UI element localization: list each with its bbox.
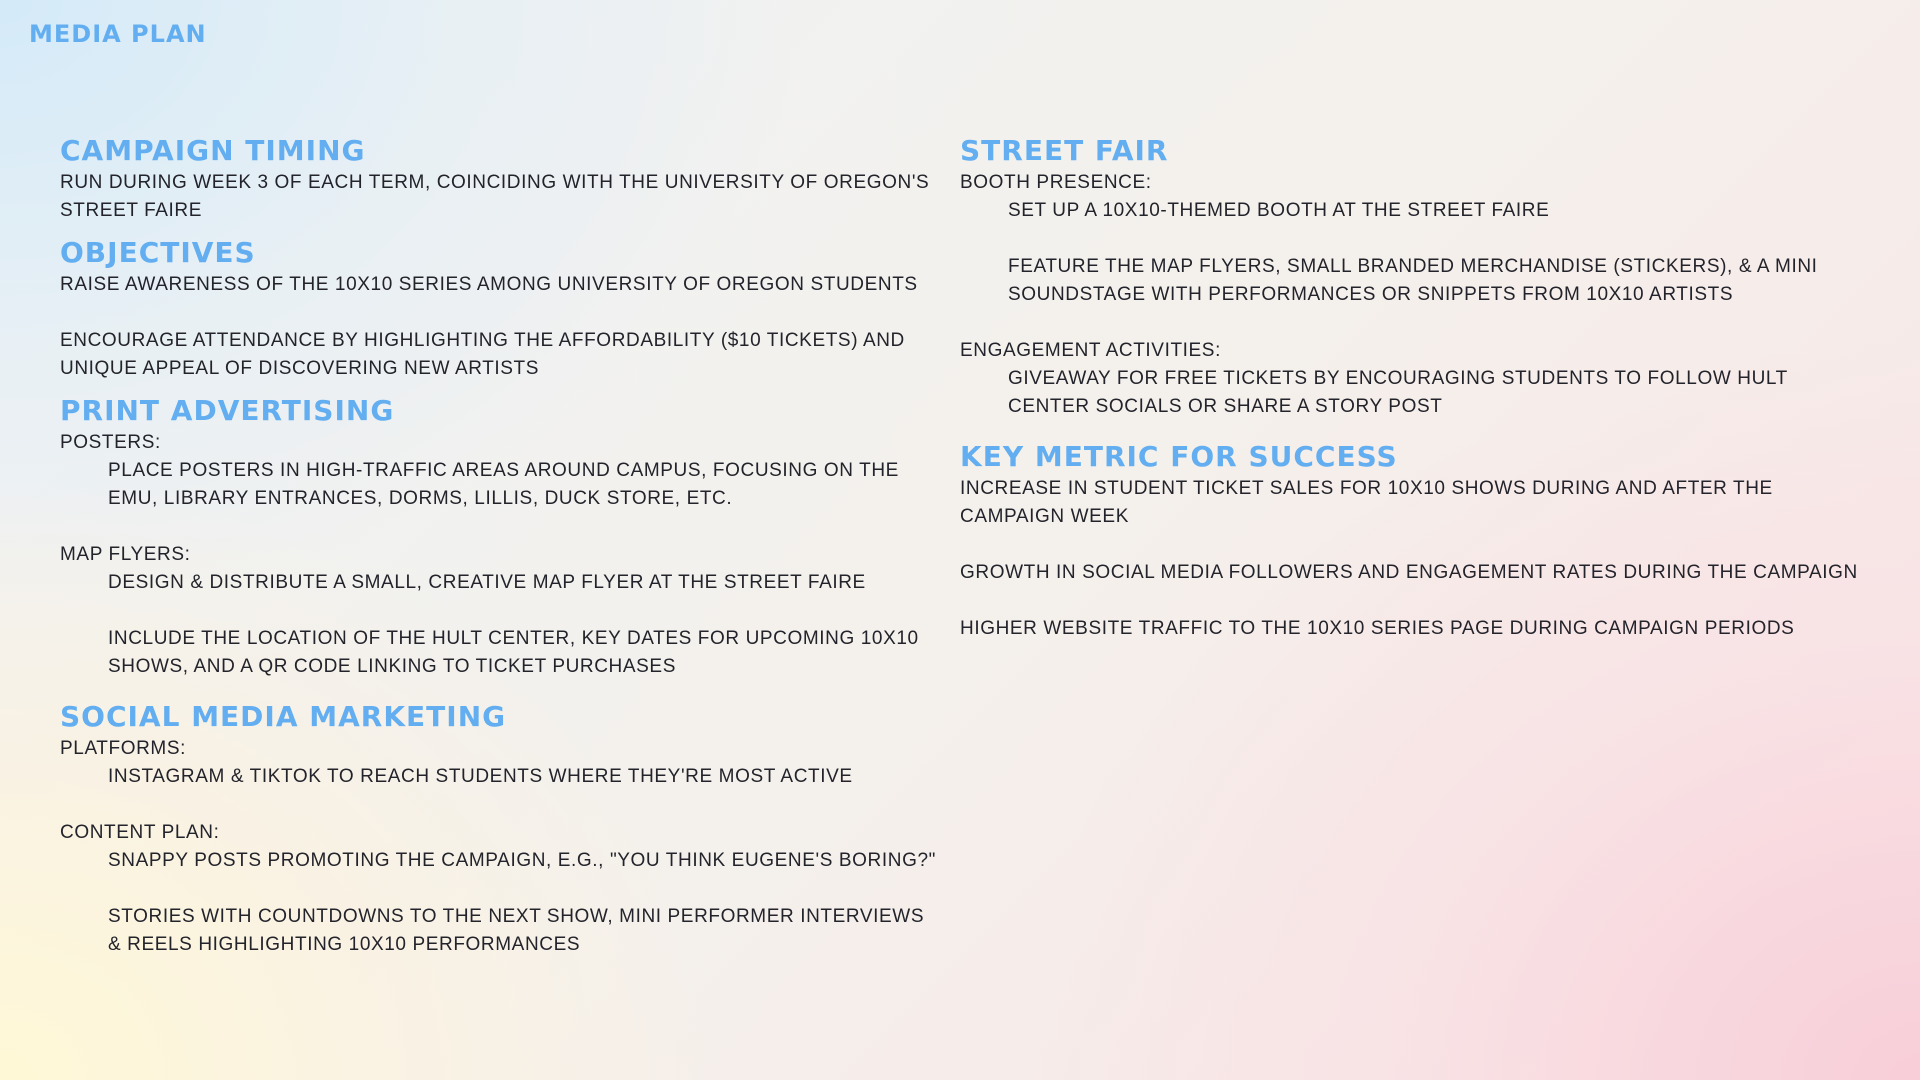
posters-item: PLACE POSTERS IN HIGH-TRAFFIC AREAS AROUND CAMPUS, FOCUSING ON THE EMU, LIBRARY ENTRANCES, DORMS, LILLIS, DUCK STORE, ETC. bbox=[108, 460, 899, 509]
engagement-label: ENGAGEMENT ACTIVITIES: bbox=[960, 340, 1221, 361]
right-column bbox=[960, 133, 1860, 643]
key-metric-item: INCREASE IN STUDENT TICKET SALES FOR 10X10 SHOWS DURING AND AFTER THE CAMPAIGN WEEK bbox=[960, 478, 1773, 527]
left-column bbox=[60, 133, 940, 959]
social-media-heading: SOCIAL MEDIA MARKETING bbox=[60, 700, 507, 733]
content-plan-item: SNAPPY POSTS PROMOTING THE CAMPAIGN, E.G., "YOU THINK EUGENE'S BORING?" bbox=[108, 850, 936, 871]
campaign-timing-heading: CAMPAIGN TIMING bbox=[60, 134, 366, 167]
booth-presence-label: BOOTH PRESENCE: bbox=[960, 172, 1152, 193]
objective-item: RAISE AWARENESS OF THE 10X10 SERIES AMONG UNIVERSITY OF OREGON STUDENTS bbox=[60, 274, 918, 295]
posters-label: POSTERS: bbox=[60, 432, 161, 453]
booth-item: FEATURE THE MAP FLYERS, SMALL BRANDED MERCHANDISE (STICKERS), & A MINI SOUNDSTAGE WITH PERFORMANCES OR SNIPPETS FROM 10X10 ARTISTS bbox=[1008, 256, 1818, 305]
platforms-item: INSTAGRAM & TIKTOK TO REACH STUDENTS WHERE THEY'RE MOST ACTIVE bbox=[108, 766, 853, 787]
map-flyers-item: DESIGN & DISTRIBUTE A SMALL, CREATIVE MAP FLYER AT THE STREET FAIRE bbox=[108, 572, 866, 593]
print-advertising-section bbox=[60, 393, 940, 681]
street-fair-heading: STREET FAIR bbox=[960, 134, 1169, 167]
content-plan-item: STORIES WITH COUNTDOWNS TO THE NEXT SHOW, MINI PERFORMER INTERVIEWS & REELS HIGHLIGHTING 10X10 PERFORMANCES bbox=[108, 906, 925, 955]
objective-item: ENCOURAGE ATTENDANCE BY HIGHLIGHTING THE AFFORDABILITY ($10 TICKETS) AND UNIQUE APPEAL OF DISCOVERING NEW ARTISTS bbox=[60, 330, 905, 379]
booth-item: SET UP A 10X10-THEMED BOOTH AT THE STREET FAIRE bbox=[1008, 200, 1550, 221]
key-metric-item: GROWTH IN SOCIAL MEDIA FOLLOWERS AND ENGAGEMENT RATES DURING THE CAMPAIGN bbox=[960, 562, 1858, 583]
content-plan-label: CONTENT PLAN: bbox=[60, 822, 220, 843]
map-flyers-label: MAP FLYERS: bbox=[60, 544, 191, 565]
campaign-timing-text: RUN DURING WEEK 3 OF EACH TERM, COINCIDING WITH THE UNIVERSITY OF OREGON'S STREET FAIRE bbox=[60, 172, 930, 221]
objectives-section bbox=[60, 235, 940, 383]
key-metric-item: HIGHER WEBSITE TRAFFIC TO THE 10X10 SERIES PAGE DURING CAMPAIGN PERIODS bbox=[960, 618, 1795, 639]
objectives-heading: OBJECTIVES bbox=[60, 236, 256, 269]
page-title: MEDIA PLAN bbox=[29, 20, 207, 48]
street-fair-section bbox=[960, 133, 1860, 421]
engagement-item: GIVEAWAY FOR FREE TICKETS BY ENCOURAGING STUDENTS TO FOLLOW HULT CENTER SOCIALS OR SHARE A STORY POST bbox=[1008, 368, 1788, 417]
print-advertising-heading: PRINT ADVERTISING bbox=[60, 394, 395, 427]
key-metric-section bbox=[960, 439, 1860, 643]
map-flyers-item: INCLUDE THE LOCATION OF THE HULT CENTER, KEY DATES FOR UPCOMING 10X10 SHOWS, AND A QR CODE LINKING TO TICKET PURCHASES bbox=[108, 628, 919, 677]
campaign-timing-section bbox=[60, 133, 940, 225]
key-metric-heading: KEY METRIC FOR SUCCESS bbox=[960, 440, 1398, 473]
social-media-section bbox=[60, 699, 940, 959]
platforms-label: PLATFORMS: bbox=[60, 738, 186, 759]
